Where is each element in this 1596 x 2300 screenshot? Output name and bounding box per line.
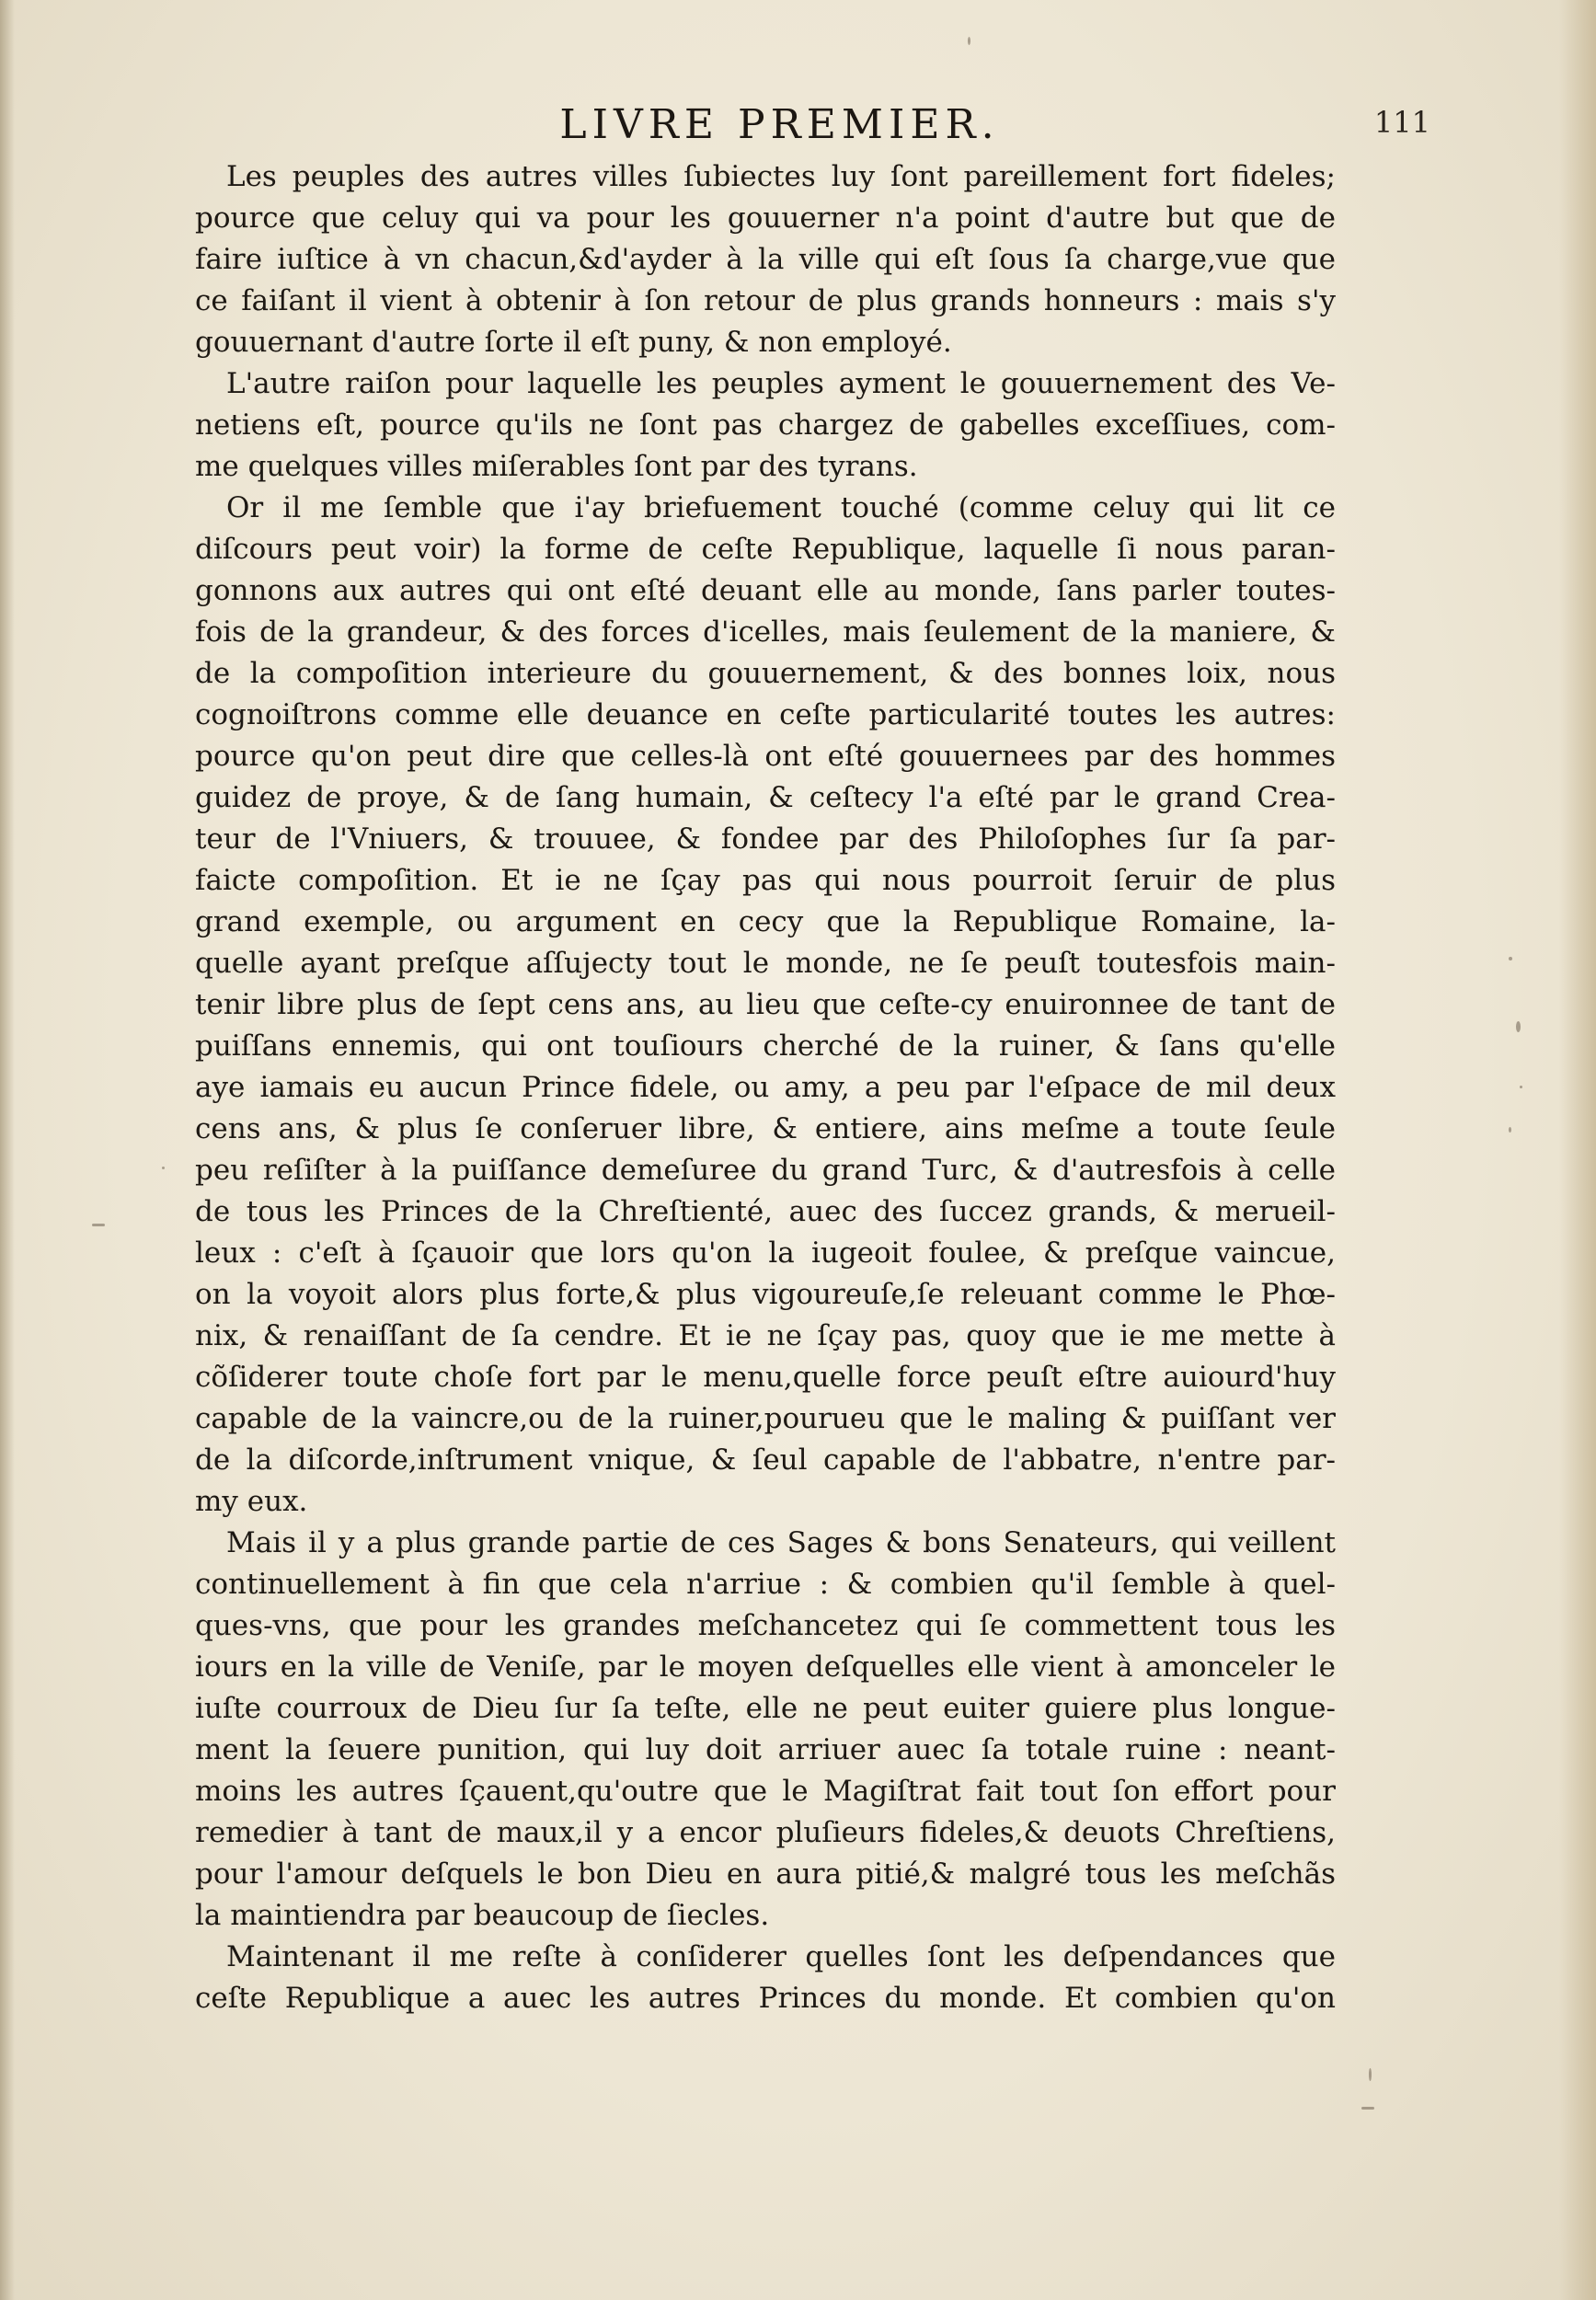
paper-speck <box>92 1224 105 1226</box>
running-title: LIVRE PREMIER. <box>559 101 1000 148</box>
text-line: nix, & renaiſſant de ſa cendre. Et ie ne ſçay pas, quoy que ie me mette à <box>195 1319 1336 1352</box>
text-line: faicte compoſition. Et ie ne ſçay pas qui nous pourroit ſeruir de plus <box>195 864 1336 897</box>
text-line: pource qu'on peut dire que celles-là ont eſté gouuernees par des hommes <box>195 740 1336 773</box>
text-line: remedier à tant de maux,il y a encor pluſieurs fideles,& deuots Chreſtiens, <box>195 1816 1336 1849</box>
paper-speck <box>1509 1127 1511 1133</box>
text-line: Mais il y a plus grande partie de ces Sages & bons Senateurs, qui veillent <box>226 1526 1336 1559</box>
text-line: grand exemple, ou argument en cecy que la Republique Romaine, la- <box>195 905 1336 938</box>
text-block <box>195 156 1336 2019</box>
text-line: guidez de proye, & de ſang humain, & ceſtecy l'a eſté par le grand Crea- <box>195 781 1336 814</box>
text-line: me quelques villes miſerables ſont par des tyrans. <box>195 450 918 483</box>
paper-speck <box>1516 1021 1521 1032</box>
paper-speck <box>1520 1086 1522 1088</box>
paper-speck <box>162 1167 165 1169</box>
paper-speck <box>1509 957 1512 960</box>
text-line: peu reſiſter à la puiſſance demeſuree du grand Turc, & d'autresfois à celle <box>195 1154 1336 1187</box>
text-line: netiens eſt, pource qu'ils ne ſont pas chargez de gabelles exceſſiues, com- <box>195 408 1336 442</box>
text-line: ceſte Republique a auec les autres Princes du monde. Et combien qu'on <box>195 1982 1336 2015</box>
paragraph <box>195 156 1336 363</box>
text-line: my eux. <box>195 1485 308 1518</box>
text-line: ques-vns, que pour les grandes meſchancetez qui ſe commettent tous les <box>195 1609 1336 1642</box>
text-line: tenir libre plus de ſept cens ans, au lieu que ceſte-cy enuironnee de tant de <box>195 988 1336 1021</box>
text-line: gouuernant d'autre ſorte il eſt puny, & non employé. <box>195 326 952 359</box>
running-head <box>193 101 1430 156</box>
text-line: de la diſcorde,inſtrument vnique, & ſeul capable de l'abbatre, n'entre par- <box>195 1443 1336 1477</box>
text-line: faire iuſtice à vn chacun,&d'ayder à la ville qui eſt ſous ſa charge,vue que <box>195 243 1336 276</box>
paragraph <box>195 488 1336 1523</box>
text-line: Or il me ſemble que i'ay briefuement touché (comme celuy qui lit ce <box>226 491 1336 524</box>
text-line: leux : c'eſt à ſçauoir que lors qu'on la iugeoit foulee, & preſque vaincue, <box>195 1236 1336 1270</box>
paper-speck <box>1369 2068 1372 2081</box>
text-line: teur de l'Vniuers, & trouuee, & fondee par des Philoſophes ſur ſa par- <box>195 822 1336 856</box>
paragraph <box>195 363 1336 488</box>
text-line: Maintenant il me reſte à conſiderer quelles ſont les deſpendances que <box>226 1940 1336 1973</box>
text-line: cens ans, & plus ſe conſeruer libre, & entiere, ains meſme a toute ſeule <box>195 1112 1336 1145</box>
text-line: ce faiſant il vient à obtenir à ſon retour de plus grands honneurs : mais s'y <box>195 284 1336 317</box>
text-line: fois de la grandeur, & des forces d'icelles, mais ſeulement de la maniere, & <box>195 615 1336 649</box>
paragraph <box>195 1937 1336 2019</box>
text-line: gonnons aux autres qui ont eſté deuant elle au monde, ſans parler toutes- <box>195 574 1336 607</box>
text-line: capable de la vaincre,ou de la ruiner,pourueu que le maling & puiſſant ver <box>195 1402 1336 1435</box>
text-line: iours en la ville de Veniſe, par le moyen deſquelles elle vient à amonceler le <box>195 1650 1336 1684</box>
text-line: pource que celuy qui va pour les gouuerner n'a point d'autre but que de <box>195 201 1336 235</box>
text-line: L'autre raiſon pour laquelle les peuples ayment le gouuernement des Ve- <box>226 367 1336 400</box>
paper-speck <box>1361 2107 1374 2110</box>
paper-speck <box>968 37 970 45</box>
text-line: diſcours peut voir) la forme de ceſte Republique, laquelle ſi nous paran- <box>195 533 1336 566</box>
text-line: de tous les Princes de la Chreſtienté, auec des ſuccez grands, & merueil- <box>195 1195 1336 1228</box>
text-line: on la voyoit alors plus forte,& plus vigoureuſe,ſe releuant comme le Phœ- <box>195 1278 1336 1311</box>
text-line: quelle ayant preſque aſſujecty tout le monde, ne ſe peuſt toutesfois main- <box>195 947 1336 980</box>
text-line: aye iamais eu aucun Prince fidele, ou amy, a peu par l'eſpace de mil deux <box>195 1071 1336 1104</box>
text-line: Les peuples des autres villes ſubiectes luy ſont pareillement fort fideles; <box>226 160 1336 193</box>
text-line: cognoiſtrons comme elle deuance en ceſte particularité toutes les autres: <box>195 698 1336 731</box>
text-line: ment la ſeuere punition, qui luy doit arriuer auec ſa totale ruine : neant- <box>195 1733 1336 1766</box>
text-line: iuſte courroux de Dieu ſur ſa teſte, elle ne peut euiter guiere plus longue- <box>195 1692 1336 1725</box>
paragraph <box>195 1523 1336 1937</box>
text-line: moins les autres ſçauent,qu'outre que le Magiſtrat fait tout ſon effort pour <box>195 1775 1336 1808</box>
text-line: pour l'amour deſquels le bon Dieu en aura pitié,& malgré tous les meſchãs <box>195 1857 1336 1891</box>
text-line: de la compoſition interieure du gouuernement, & des bonnes loix, nous <box>195 657 1336 690</box>
text-line: puiſſans ennemis, qui ont touſiours cherché de la ruiner, & ſans qu'elle <box>195 1029 1336 1063</box>
folio-number: 111 <box>1373 105 1430 140</box>
text-line: continuellement à fin que cela n'arriue : & combien qu'il ſemble à quel- <box>195 1568 1336 1601</box>
text-line: la maintiendra par beaucoup de ſiecles. <box>195 1899 770 1932</box>
text-line: cõſiderer toute choſe fort par le menu,quelle force peuſt eſtre auiourd'huy <box>195 1361 1336 1394</box>
